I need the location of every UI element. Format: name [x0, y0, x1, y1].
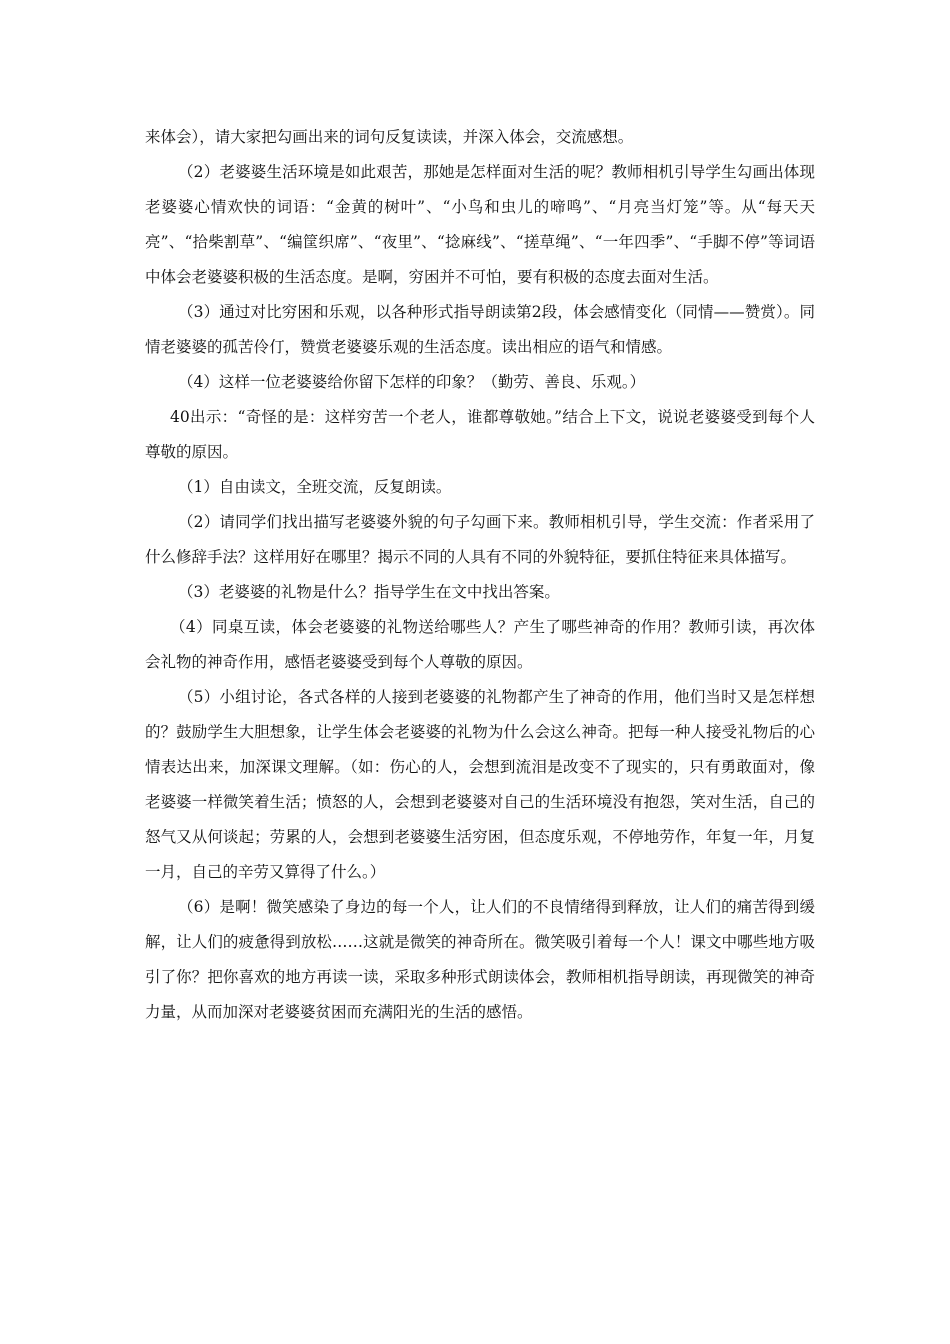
paragraph-step-3: （3）通过对比穷困和乐观，以各种形式指导朗读第2段，体会感情变化（同情——赞赏）。同情老婆婆的孤苦伶仃，赞赏老婆婆乐观的生活态度。读出相应的语气和情感。 [145, 303, 815, 356]
body-text [145, 120, 815, 1030]
paragraph-sub-2: （2）请同学们找出描写老婆婆外貌的句子勾画下来。教师相机引导，学生交流：作者采用了什么修辞手法？这样用好在哪里？揭示不同的人具有不同的外貌特征，要抓住特征来具体描写。 [145, 513, 815, 566]
paragraph-step-4: （4）这样一位老婆婆给你留下怎样的印象？（勤劳、善良、乐观。） [178, 373, 646, 391]
paragraph-continuation: 来体会），请大家把勾画出来的词句反复读读，并深入体会，交流感想。 [145, 128, 634, 146]
paragraph-sub-3: （3）老婆婆的礼物是什么？指导学生在文中找出答案。 [178, 583, 560, 601]
paragraph-sub-6: （6）是啊！微笑感染了身边的每一个人，让人们的不良情绪得到释放，让人们的痛苦得到缓解，让人们的疲惫得到放松……这就是微笑的神奇所在。微笑吸引着每一个人！课文中哪些地方吸引了你？把你喜欢的地方再读一读，采取多种形式朗读体会，教师相机指导朗读，再现微笑的神奇力量，从而加深对老婆婆贫困而充满阳光的生活的感悟。 [145, 898, 815, 1021]
paragraph-sub-4: （4）同桌互读，体会老婆婆的礼物送给哪些人？产生了哪些神奇的作用？教师引读，再次体会礼物的神奇作用，感悟老婆婆受到每个人尊敬的原因。 [145, 618, 815, 671]
paragraph-sub-1: （1）自由读文，全班交流，反复朗读。 [178, 478, 452, 496]
paragraph-sub-5: （5）小组讨论，各式各样的人接到老婆婆的礼物都产生了神奇的作用，他们当时又是怎样想的？鼓励学生大胆想象，让学生体会老婆婆的礼物为什么会这么神奇。把每一种人接受礼物后的心情表达出来，加深课文理解。（如：伤心的人，会想到流泪是改变不了现实的，只有勇敢面对，像老婆婆一样微笑着生活；愤怒的人，会想到老婆婆对自己的生活环境没有抱怨，笑对生活，自己的怒气又从何谈起；劳累的人，会想到老婆婆生活穷困，但态度乐观，不停地劳作，年复一年，月复一月，自己的辛劳又算得了什么。） [145, 688, 815, 881]
paragraph-section-4: 40出示：“奇怪的是：这样穷苦一个老人，谁都尊敬她。”结合上下文，说说老婆婆受到每个人尊敬的原因。 [145, 408, 815, 461]
paragraph-step-2: （2）老婆婆生活环境是如此艰苦，那她是怎样面对生活的呢？教师相机引导学生勾画出体现老婆婆心情欢快的词语：“金黄的树叶”、“小鸟和虫儿的啼鸣”、“月亮当灯笼”等。从“每天天亮”、“拾柴割草”、“编筐织席”、“夜里”、“捻麻线”、“搓草绳”、“一年四季”、“手脚不停”等词语中体会老婆婆积极的生活态度。是啊，穷困并不可怕，要有积极的态度去面对生活。 [145, 163, 815, 286]
